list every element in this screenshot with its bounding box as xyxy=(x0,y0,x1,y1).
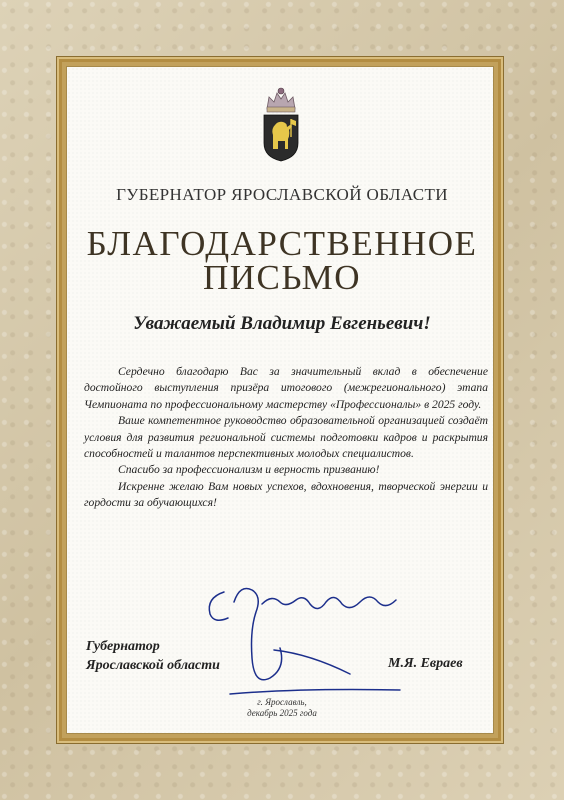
signatory-name: М.Я. Евраев xyxy=(388,656,463,671)
body-paragraph: Искренне желаю Вам новых успехов, вдохновения, творческой энергии и гордости за обучающихся! xyxy=(84,479,488,510)
body-paragraph: Сердечно благодарю Вас за значительный вклад в обеспечение достойного выступления призёра итогового (межрегионального) этапа Чемпионата по профессиональному мастерству «Профессионалы» в 2025 году. xyxy=(84,365,488,411)
place-and-date xyxy=(0,697,564,719)
place: г. Ярославль, xyxy=(257,697,307,707)
governor-heading: ГУБЕРНАТОР ЯРОСЛАВСКОЙ ОБЛАСТИ xyxy=(116,185,448,204)
document-title-line2: ПИСЬМО xyxy=(203,258,361,297)
position-line1: Губернатор xyxy=(86,639,160,654)
handwritten-signature xyxy=(200,578,420,700)
greeting: Уважаемый Владимир Евгеньевич! xyxy=(133,313,431,334)
position-line2: Ярославской области xyxy=(86,658,220,673)
yaroslavl-coat-of-arms-icon xyxy=(257,85,305,163)
signatory-position xyxy=(86,637,220,675)
document-title-line1: БЛАГОДАРСТВЕННОЕ xyxy=(86,224,478,263)
letter-body xyxy=(84,364,488,512)
body-paragraph: Ваше компетентное руководство образовательной организацией создаёт условия для развития региональной системы подготовки кадров и раскрытия способностей и талантов перспективных молодых специалистов. xyxy=(84,414,488,461)
date: декабрь 2025 года xyxy=(247,708,317,718)
body-paragraph: Спасибо за профессионализм и верность призванию! xyxy=(118,463,380,477)
